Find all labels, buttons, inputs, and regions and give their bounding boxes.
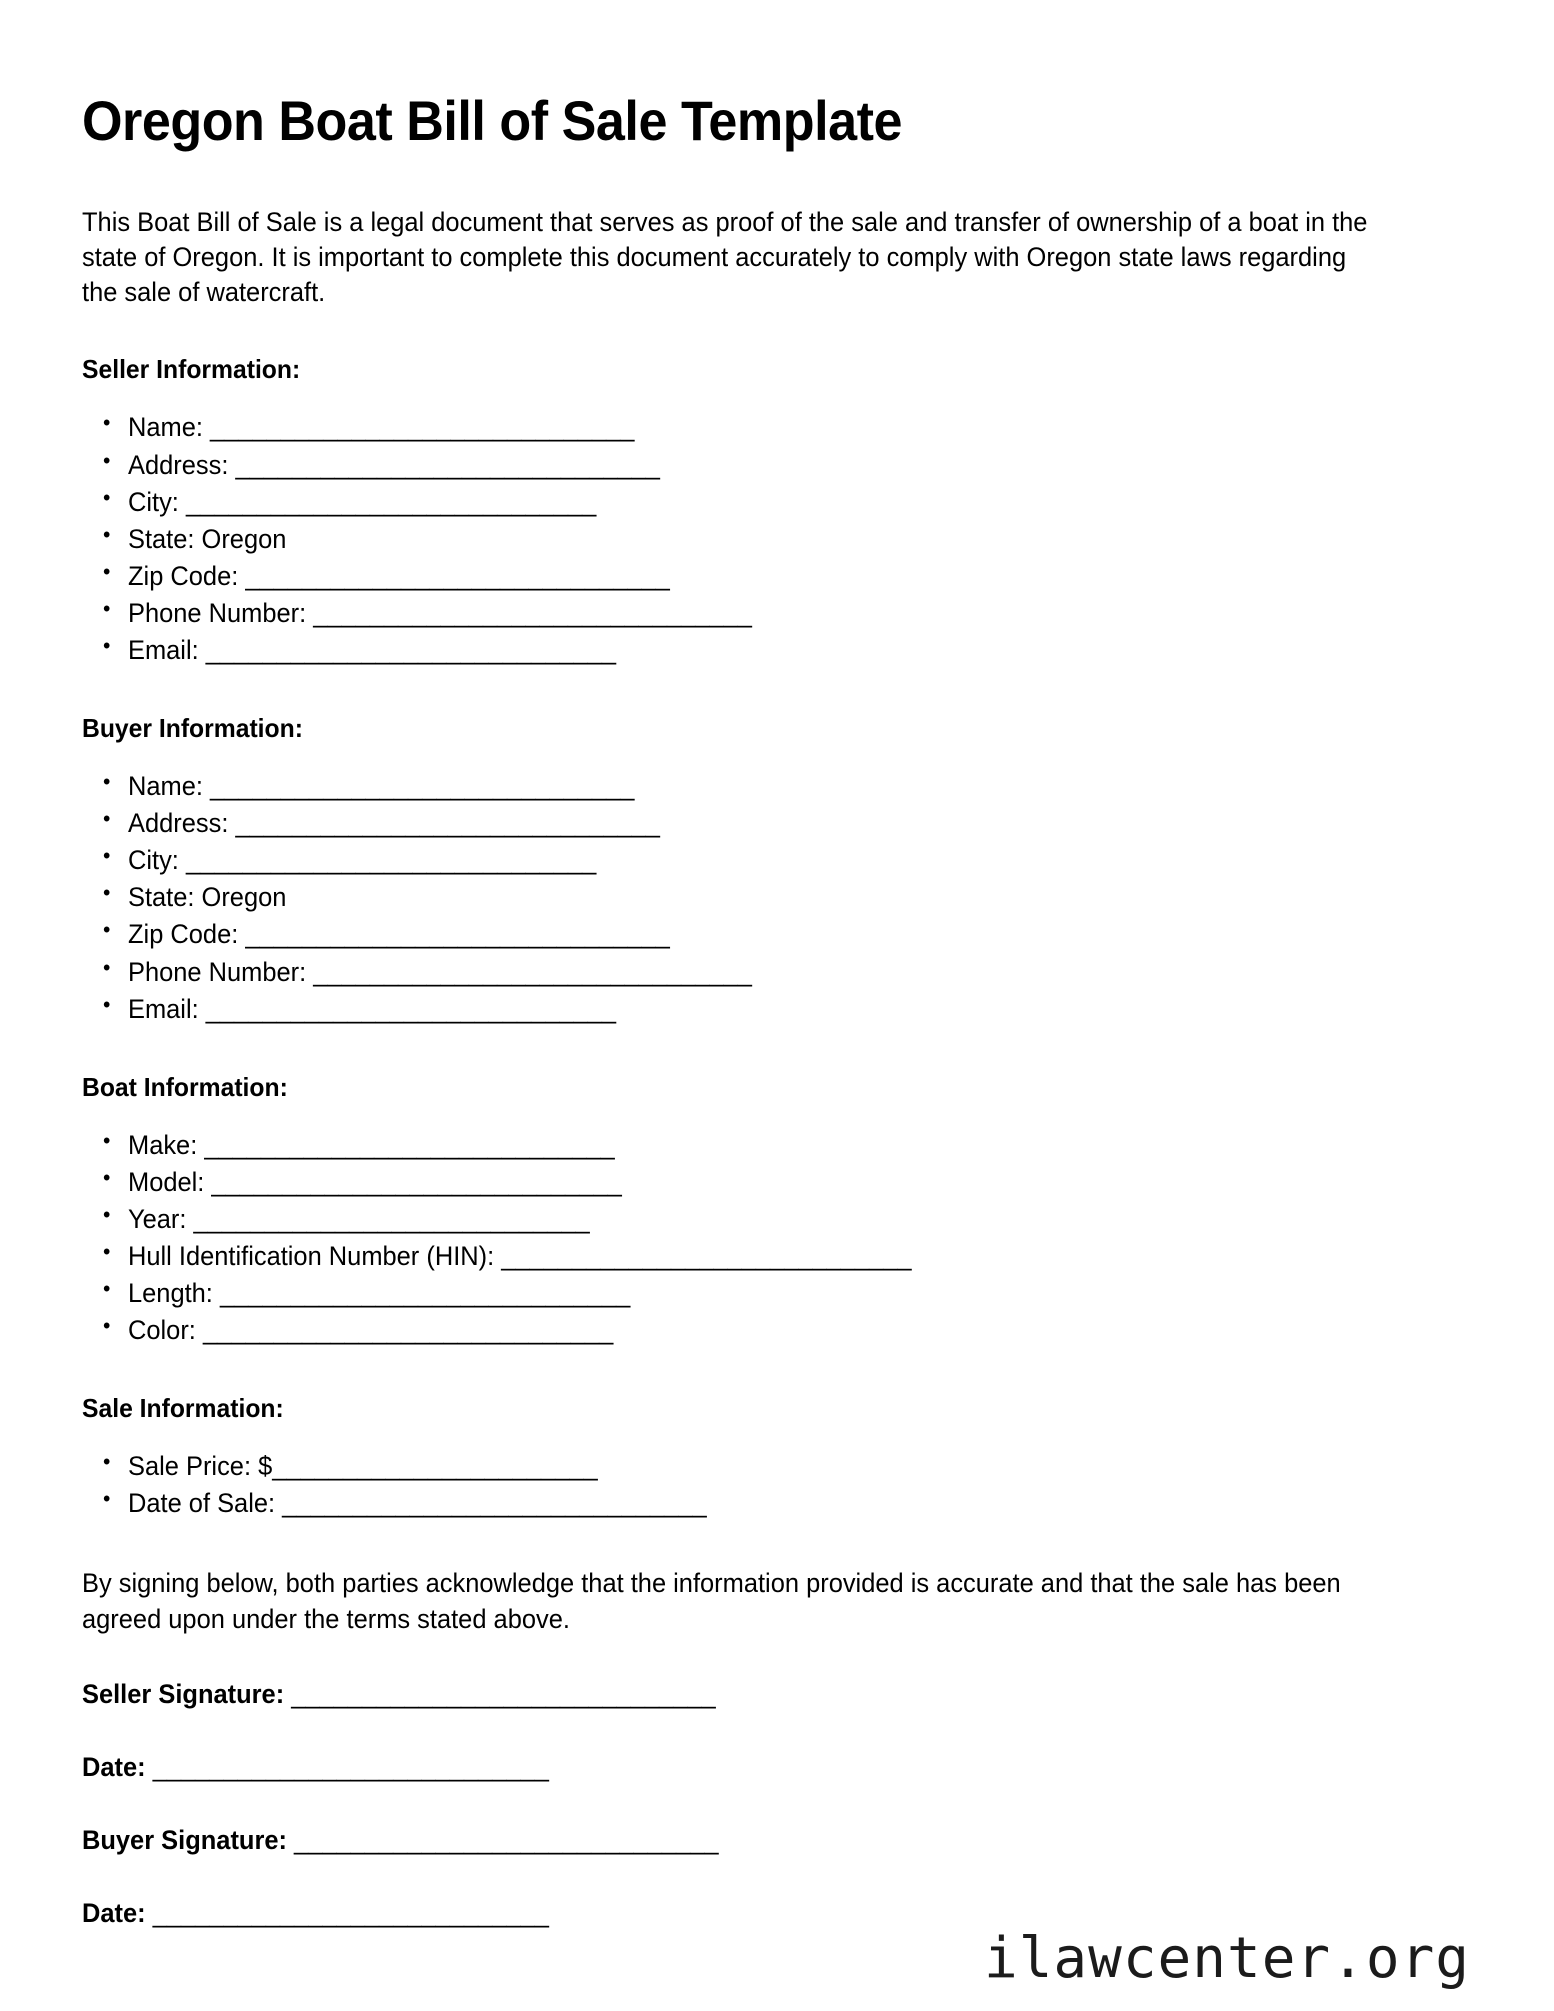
field-label: Zip Code: <box>128 919 246 950</box>
field-blank[interactable]: ______________________________ <box>235 449 660 480</box>
field-blank[interactable]: ______________________________ <box>245 919 670 950</box>
list-item <box>128 1238 1420 1275</box>
field-blank[interactable]: ______________________________ <box>245 560 670 591</box>
field-blank[interactable]: ______________________________ <box>282 1488 707 1519</box>
list-item <box>128 879 1420 916</box>
field-label: State: Oregon <box>128 882 287 913</box>
list-item <box>128 1275 1420 1312</box>
list-item <box>128 484 1420 521</box>
field-label: Year: <box>128 1203 194 1234</box>
field-blank[interactable]: _____________________________ <box>205 993 617 1024</box>
field-label: Length: <box>128 1278 220 1309</box>
field-label: Zip Code: <box>128 560 246 591</box>
field-label: Date of Sale: <box>128 1488 283 1519</box>
list-item <box>128 991 1420 1028</box>
signature-blank[interactable]: ____________________________ <box>152 1897 549 1928</box>
seller-information-heading: Seller Information: <box>82 354 301 385</box>
list-item <box>128 916 1420 953</box>
field-label: Email: <box>128 634 206 665</box>
field-blank[interactable]: _____________________________ <box>185 845 597 876</box>
signature-label: Date: <box>82 1751 153 1782</box>
boat-field-list <box>82 1127 1474 1350</box>
list-item <box>128 1201 1420 1238</box>
field-blank[interactable]: _____________________________ <box>185 486 597 517</box>
field-label: Name: <box>128 771 211 802</box>
list-item <box>128 805 1420 842</box>
seller-field-list <box>82 409 1474 669</box>
signature-blank[interactable]: ______________________________ <box>291 1678 716 1709</box>
signature-label: Seller Signature: <box>82 1678 292 1709</box>
list-item <box>128 1485 1420 1522</box>
list-item <box>128 595 1420 632</box>
field-blank[interactable]: _____________________________ <box>211 1166 622 1197</box>
field-blank[interactable]: _______________________ <box>272 1451 598 1482</box>
field-label: Sale Price: $ <box>128 1451 273 1482</box>
list-item <box>128 954 1420 991</box>
field-label: Address: <box>128 449 236 480</box>
list-item <box>128 632 1420 669</box>
field-label: State: Oregon <box>128 523 287 554</box>
field-label: Phone Number: <box>128 597 314 628</box>
list-item <box>128 1127 1420 1164</box>
field-blank[interactable]: ____________________________ <box>193 1203 590 1234</box>
list-item <box>128 1164 1420 1201</box>
closing-paragraph: By signing below, both parties acknowledge that the information provided is accurate and that the sale has been agreed upon under the terms stated above. <box>82 1568 1341 1634</box>
site-watermark: ilawcenter.org <box>983 1926 1470 1991</box>
field-label: City: <box>128 845 186 876</box>
seller-date-line <box>82 1752 1418 1783</box>
field-blank[interactable]: _____________________________ <box>202 1315 614 1346</box>
field-blank[interactable]: ______________________________ <box>235 808 660 839</box>
list-item <box>128 558 1420 595</box>
sale-information-heading: Sale Information: <box>82 1393 284 1424</box>
list-item <box>128 842 1420 879</box>
buyer-signature-line <box>82 1825 1418 1856</box>
field-label: Phone Number: <box>128 956 314 987</box>
signature-blank[interactable]: ______________________________ <box>294 1824 719 1855</box>
signature-blank[interactable]: ____________________________ <box>152 1751 549 1782</box>
field-blank[interactable]: _____________________________ <box>219 1278 631 1309</box>
buyer-date-line <box>82 1898 1418 1929</box>
list-item <box>128 409 1420 446</box>
sale-field-list <box>82 1448 1474 1522</box>
field-label: Name: <box>128 412 211 443</box>
field-label: Address: <box>128 808 236 839</box>
list-item <box>128 768 1420 805</box>
buyer-field-list <box>82 768 1474 1028</box>
page-title: Oregon Boat Bill of Sale Template <box>82 89 902 152</box>
field-label: Hull Identification Number (HIN): <box>128 1241 502 1272</box>
field-label: Color: <box>128 1315 203 1346</box>
intro-paragraph: This Boat Bill of Sale is a legal document that serves as proof of the sale and transfer of ownership of a boat in the state of Oregon. It is important to complete this document accurately to comply with Oregon state laws regarding the sale of watercraft. <box>82 206 1368 308</box>
field-label: Email: <box>128 993 206 1024</box>
seller-signature-line <box>82 1679 1418 1710</box>
list-item <box>128 1448 1420 1485</box>
field-label: City: <box>128 486 186 517</box>
field-label: Model: <box>128 1166 212 1197</box>
field-blank[interactable]: _______________________________ <box>313 597 752 628</box>
list-item <box>128 447 1420 484</box>
field-label: Make: <box>128 1129 205 1160</box>
buyer-information-heading: Buyer Information: <box>82 713 303 744</box>
field-blank[interactable]: _____________________________ <box>501 1241 912 1272</box>
signature-label: Buyer Signature: <box>82 1824 295 1855</box>
field-blank[interactable]: _____________________________ <box>205 634 617 665</box>
field-blank[interactable]: _____________________________ <box>204 1129 615 1160</box>
boat-information-heading: Boat Information: <box>82 1071 288 1102</box>
signature-label: Date: <box>82 1897 153 1928</box>
field-blank[interactable]: ______________________________ <box>210 771 635 802</box>
field-blank[interactable]: _______________________________ <box>313 956 752 987</box>
list-item <box>128 521 1420 558</box>
field-blank[interactable]: ______________________________ <box>210 412 635 443</box>
list-item <box>128 1312 1420 1349</box>
